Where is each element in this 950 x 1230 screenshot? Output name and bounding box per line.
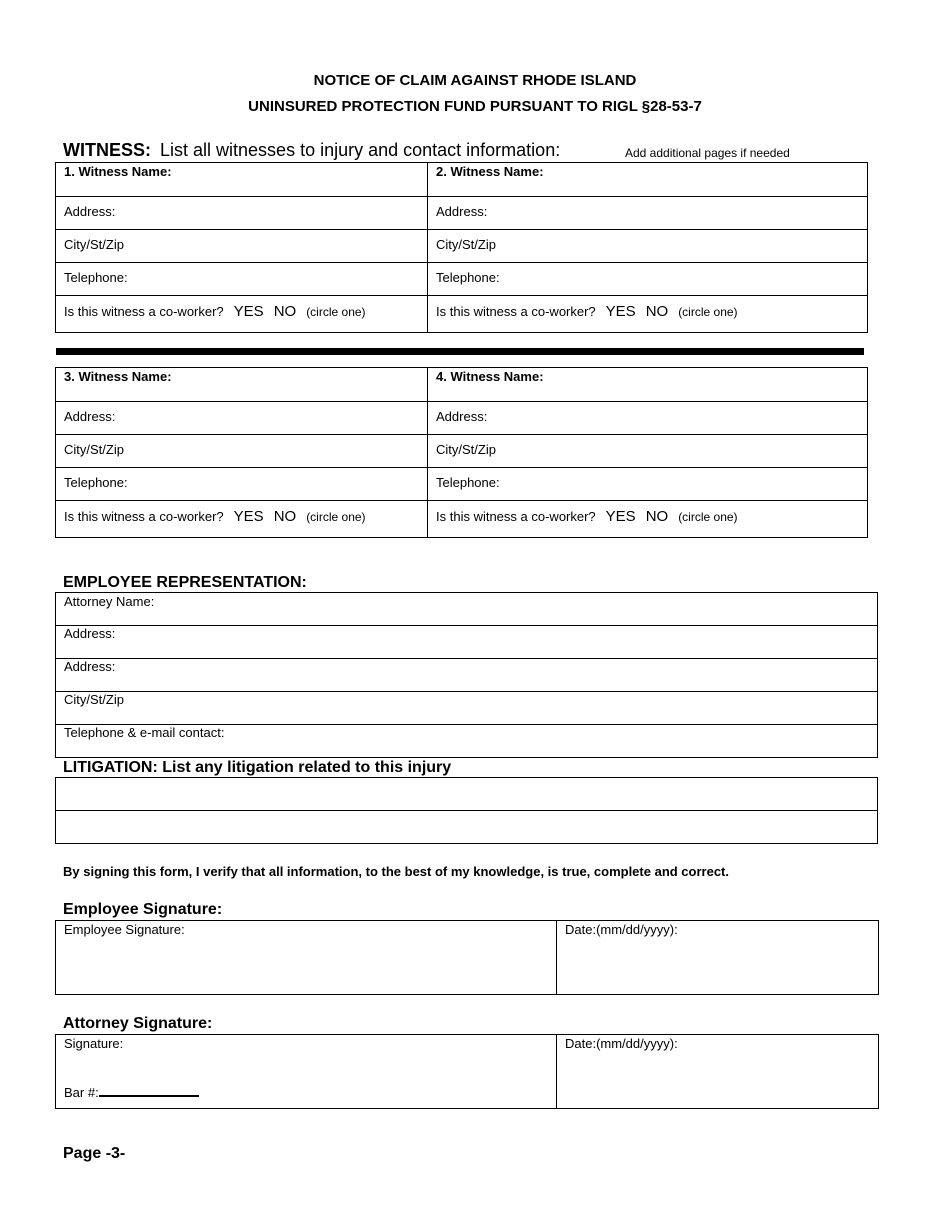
coworker-no-option[interactable]: NO <box>273 303 297 320</box>
witness-4-city-field[interactable]: City/St/Zip <box>428 435 868 468</box>
bar-number-field[interactable] <box>64 1084 199 1100</box>
representation-heading: EMPLOYEE REPRESENTATION: <box>63 574 307 591</box>
coworker-question: Is this witness a co-worker? <box>64 509 224 524</box>
attorney-address-field-1[interactable]: Address: <box>56 626 878 659</box>
form-title-line-1: NOTICE OF CLAIM AGAINST RHODE ISLAND <box>313 72 637 89</box>
representation-table <box>55 592 878 758</box>
circle-one-hint: (circle one) <box>678 305 738 319</box>
coworker-no-option[interactable]: NO <box>273 508 297 525</box>
witness-1-telephone-field[interactable]: Telephone: <box>56 263 428 296</box>
verification-statement: By signing this form, I verify that all information, to the best of my knowledge, is true, complete and correct. <box>63 864 729 879</box>
witness-heading <box>63 140 560 161</box>
witness-4-telephone-field[interactable]: Telephone: <box>428 468 868 501</box>
page-number: Page -3- <box>63 1145 126 1162</box>
witness-3-telephone-field[interactable]: Telephone: <box>56 468 428 501</box>
employee-signature-field[interactable]: Employee Signature: <box>56 921 557 995</box>
witness-4-name-field[interactable]: 4. Witness Name: <box>428 368 868 402</box>
coworker-question: Is this witness a co-worker? <box>436 304 596 319</box>
witness-heading-text: List all witnesses to injury and contact information: <box>160 140 561 160</box>
witness-table-3-4 <box>55 367 868 538</box>
employee-signature-heading: Employee Signature: <box>63 901 223 918</box>
bar-number-line <box>99 1084 199 1097</box>
litigation-table <box>55 777 878 844</box>
section-divider <box>56 348 864 355</box>
witness-4-address-field[interactable]: Address: <box>428 402 868 435</box>
coworker-no-option[interactable]: NO <box>645 508 669 525</box>
coworker-no-option[interactable]: NO <box>645 303 669 320</box>
witness-2-telephone-field[interactable]: Telephone: <box>428 263 868 296</box>
circle-one-hint: (circle one) <box>678 510 738 524</box>
attorney-city-field[interactable]: City/St/Zip <box>56 692 878 725</box>
witness-2-name-field[interactable]: 2. Witness Name: <box>428 163 868 197</box>
attorney-contact-field[interactable]: Telephone & e-mail contact: <box>56 725 878 758</box>
witness-3-name-field[interactable]: 3. Witness Name: <box>56 368 428 402</box>
litigation-line-1[interactable] <box>56 778 878 811</box>
witness-1-coworker-field <box>56 296 428 333</box>
witness-heading-label: WITNESS: <box>63 140 151 160</box>
coworker-yes-option[interactable]: YES <box>605 508 636 525</box>
attorney-signature-date-field[interactable]: Date:(mm/dd/yyyy): <box>557 1035 879 1109</box>
circle-one-hint: (circle one) <box>306 510 366 524</box>
attorney-signature-heading: Attorney Signature: <box>63 1015 213 1032</box>
employee-signature-table <box>55 920 879 995</box>
coworker-question: Is this witness a co-worker? <box>436 509 596 524</box>
employee-signature-date-field[interactable]: Date:(mm/dd/yyyy): <box>557 921 879 995</box>
attorney-signature-field[interactable]: Signature: Bar #: <box>56 1035 557 1109</box>
witness-3-coworker-field <box>56 501 428 538</box>
coworker-yes-option[interactable]: YES <box>233 508 264 525</box>
form-title-line-2: UNINSURED PROTECTION FUND PURSUANT TO RIGL §28-53-7 <box>248 98 702 115</box>
witness-additional-pages-note: Add additional pages if needed <box>625 146 790 160</box>
litigation-line-2[interactable] <box>56 811 878 844</box>
witness-2-city-field[interactable]: City/St/Zip <box>428 230 868 263</box>
witness-2-coworker-field <box>428 296 868 333</box>
witness-4-coworker-field <box>428 501 868 538</box>
witness-1-name-field[interactable]: 1. Witness Name: <box>56 163 428 197</box>
witness-3-city-field[interactable]: City/St/Zip <box>56 435 428 468</box>
witness-3-address-field[interactable]: Address: <box>56 402 428 435</box>
bar-number-label: Bar #: <box>64 1085 99 1100</box>
attorney-name-field[interactable]: Attorney Name: <box>56 593 878 626</box>
litigation-heading: LITIGATION: List any litigation related to this injury <box>63 759 452 776</box>
coworker-yes-option[interactable]: YES <box>605 303 636 320</box>
witness-table-1-2 <box>55 162 868 333</box>
witness-1-city-field[interactable]: City/St/Zip <box>56 230 428 263</box>
coworker-yes-option[interactable]: YES <box>233 303 264 320</box>
attorney-signature-table <box>55 1034 879 1109</box>
attorney-address-field-2[interactable]: Address: <box>56 659 878 692</box>
circle-one-hint: (circle one) <box>306 305 366 319</box>
witness-2-address-field[interactable]: Address: <box>428 197 868 230</box>
coworker-question: Is this witness a co-worker? <box>64 304 224 319</box>
witness-1-address-field[interactable]: Address: <box>56 197 428 230</box>
